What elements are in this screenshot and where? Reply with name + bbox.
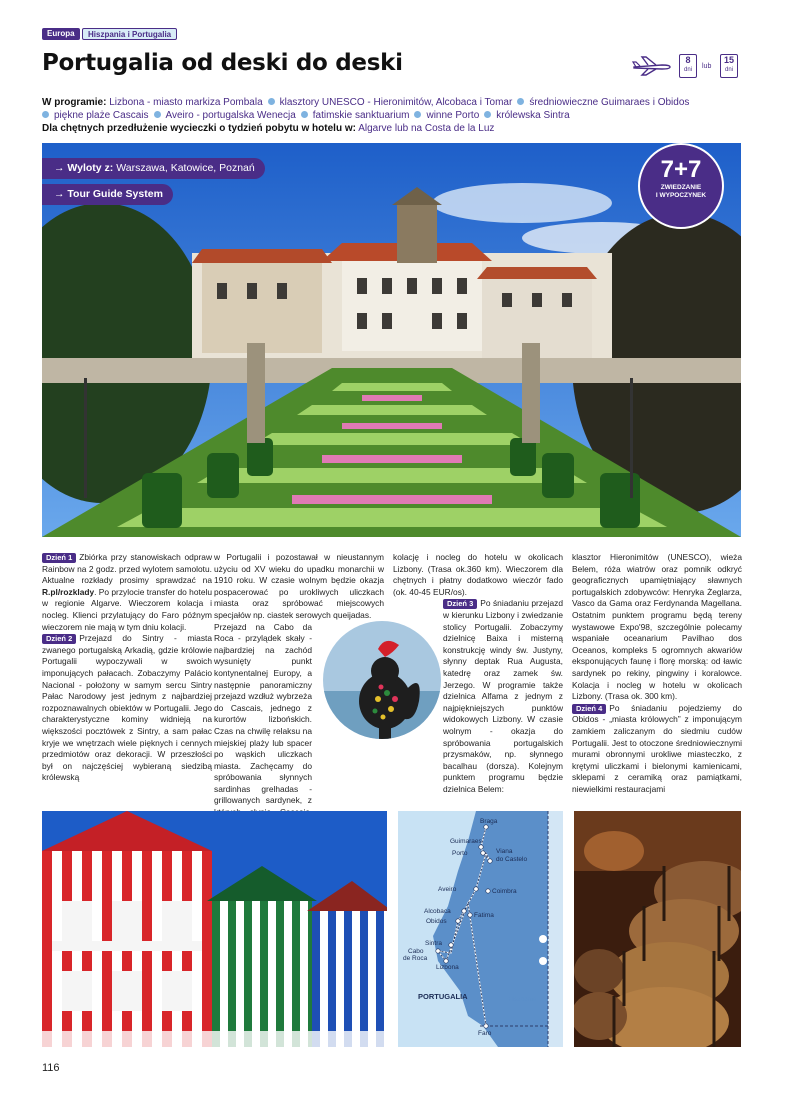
map-city-cabo: Cabo — [408, 948, 424, 955]
map-city-guimaraes: Guimaraes — [450, 838, 482, 845]
map-city-fatima: Fatima — [474, 912, 494, 919]
map-city-aveiro: Aveiro — [438, 886, 457, 893]
program-label: W programie: — [42, 97, 107, 108]
program-list — [42, 96, 754, 135]
map-city-obidos: Obidos — [426, 918, 447, 925]
route-map — [398, 811, 563, 1047]
map-country-label: PORTUGALIA — [418, 992, 468, 1001]
map-city-cabo-2: de Roca — [403, 955, 428, 962]
map-city-viana: Viana — [496, 848, 513, 855]
program-item: klasztory UNESCO - Hieronimitów, Alcobaca i Tomar — [279, 97, 513, 108]
duration-or: lub — [702, 63, 712, 70]
map-city-viana-2: do Castelo — [496, 856, 528, 863]
tour-type-badge — [638, 143, 724, 229]
program-item: Lizbona - miasto markiza Pombala — [109, 97, 263, 108]
map-city-braga: Braga — [480, 818, 498, 825]
duration-8-days — [679, 54, 697, 78]
program-item: fatimskie sanktuarium — [312, 110, 410, 121]
page-title: Portugalia od deski do deski — [42, 50, 403, 76]
column-2-mid: Przejazd na Cabo da Roca - przylądek skały - najbardziej na zachód wysunięty punkt kontynentalnej Europy, a następnie panoramiczny przejazd wzdłuż wybrzeża do Cascais, jednego z kurortów lizbońskich. Czas na chwilę relaksu na miejskiej plaży lub spacer po wąskich uliczkach miasta. Zachęcamy do spróbowania słynnych sardinhas grelhadas - grillowanych sardynek, z — [214, 621, 312, 806]
plane-icon — [632, 54, 672, 76]
striped-houses-image — [42, 811, 387, 1047]
day-3-tag: Dzień 3 — [443, 599, 477, 609]
region-tag: Europa — [42, 28, 80, 40]
column-3-top: kolację i nocleg do hotelu w okolicach Lizbony. (Trasa ok.360 km). Wieczorem dla chętnych i płatny dodatkowo wieczór fado (ok. 40-45 EUR/os). — [393, 552, 563, 597]
map-city-coimbra: Coimbra — [492, 888, 517, 895]
day-4-tag: Dzień 4 — [572, 704, 606, 714]
country-tag: Hiszpania i Portugalia — [82, 28, 177, 40]
map-neighbor-label: Hiszpania — [508, 996, 537, 1003]
day-3-text: Po śniadaniu przejazd w kierunku Lizbony i zwiedzanie stolicy Portugalii. Zobaczymy dzielnicę Baixa i misterną konstrukcję windy św. Justyny, słynny deptak Rua Augusta, katedrę oraz zamek św. Jerzego. W programie także dzielnica Alfama z jednym z najpiękniejszych punktów widokowych Lizbony. W czasie wolnym - okazja do spróbowania portugalskich przysmaków, np. słynnego bacalhau (dorsza). Kolejnym punktem programu będzie dzielnica Belem: — [443, 598, 563, 794]
day-2-text: Przejazd do Sintry - miasta zwanego portugalską Arkadią, gdzie królowie Portugalii wypoczywali w swoich imponujących pałacach. Zobaczymy Palácio Nacional - położony w samym sercu Sintry Pałac Narodowy jest jednym z najbardziej rozpoznawalnych obiektów w Portugalii. Jego charakterystyczne kominy widnieją na większości pocztówek z Sintry, a sam pałac kryje we wnętrzach wiele pięknych i cennych przedmiotów oraz dekoracji. W przeszłości był on najczęściej wybieraną siedzibą królewską — [42, 633, 212, 783]
day-1-tag: Dzień 1 — [42, 553, 76, 563]
program-item: piękne plaże Cascais — [54, 110, 149, 121]
guide-pill: → Tour Guide System — [42, 184, 173, 205]
day-4-text: Po śniadaniu pojedziemy do Obidos - „miasta królowych” z imponującym zamkiem zaliczanym do siedmiu cudów Portugalii. Jest to otoczone średniowiecznymi murami obronnymi urokliwe miasteczko, z krętymi uliczkami i bielonymi kamienicami, sklepami z ceramiką oraz pamiątkami, niewielkimi restauracjami — [572, 702, 742, 794]
day-2-tag: Dzień 2 — [42, 634, 76, 644]
day-1-text-2: . Po przylocie transfer do hotelu w regionie Algarve. Wieczorem kolacja i nocleg. Klienci przylatujący do Faro późnym wieczorem nie mają w tym dniu kolacji. — [42, 586, 212, 632]
wine-barrels-image — [574, 811, 741, 1047]
extension-value: Algarve lub na Costa de la Luz — [358, 123, 495, 134]
map-city-lizbona: Lizbona — [436, 964, 459, 971]
duration-15-days — [720, 54, 738, 78]
duration-a-unit: dni — [683, 67, 692, 73]
map-city-alcobaca: Alcobaca — [424, 908, 451, 915]
rooster-image — [320, 618, 444, 742]
badge-line1: ZWIEDZANIE — [660, 184, 702, 191]
program-item: winne Porto — [426, 110, 480, 121]
flights-value: Warszawa, Katowice, Poznań — [116, 162, 255, 174]
map-city-sintra: Sintra — [425, 940, 442, 947]
badge-line2: I WYPOCZYNEK — [655, 192, 707, 199]
text-column-1 — [42, 552, 212, 784]
day-1-text: Zbiórka przy stanowiskach odpraw Rainbow na 2 godz. przed wylotem samolotu. Aktualne rozkłady prosimy sprawdzać na — [42, 552, 212, 586]
duration-a-num: 8 — [685, 55, 691, 65]
extension-label: Dla chętnych przedłużenie wycieczki o tydzień pobytu w hotelu w: — [42, 123, 356, 134]
flights-label: → Wyloty z: — [54, 162, 114, 174]
badge-big: 7+7 — [660, 156, 702, 183]
column-2-top: w Portugalii i pozostawał w nieustannym użyciu od XV wieku do upadku monarchii w 1910 roku. W czasie wolnym będzie okazja pospacerować po urokliwych uliczkach miasta oraz spróbować miejscowych specjałów np. ciastek serowych queijadas. — [214, 552, 384, 620]
duration-b-num: 15 — [723, 55, 734, 65]
map-city-faro: Faro — [478, 1030, 492, 1037]
duration-b-unit: dni — [724, 67, 733, 73]
column-4-top: klasztor Hieronimitów (UNESCO), wieża Belem, róża wiatrów oraz pomnik odkryć geograficznych upamiętniający sławnych portugalskich zdobywców: Henryka Żeglarza, Vasco da Gama oraz Ferdynanda Magellana. Ostatnim punktem programu będą tereny wystawowe Expo'98, szczególnie polecamy wspaniałe oceanarium Pavilhao dos Oceanos, kompleks 5 ogromnych akwariów eksponujących faunę i florę morską: od ławic sardynek po rekiny, pingwiny i koralowce. Kolacja i nocleg w hotelu w okolicach Lizbony. (Trasa ok. 300 km). — [572, 552, 742, 702]
program-item: Aveiro - portugalska Wenecja — [165, 110, 296, 121]
flights-pill — [42, 158, 265, 179]
map-city-porto: Porto — [452, 850, 468, 857]
text-column-4 — [572, 552, 742, 795]
schedule-link[interactable]: R.pl/rozklady — [42, 586, 95, 597]
program-item: królewska Sintra — [496, 110, 570, 121]
program-item: średniowieczne Guimaraes i Obidos — [529, 97, 690, 108]
page-number: 116 — [42, 1062, 60, 1074]
